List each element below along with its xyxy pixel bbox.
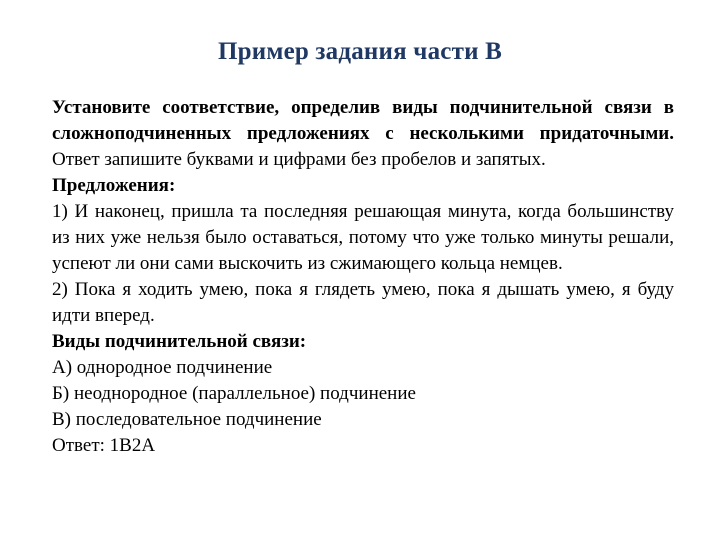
types-heading: Виды подчинительной связи: — [52, 331, 307, 352]
slide-title: Пример задания части В — [217, 38, 502, 65]
task-instruction — [52, 95, 674, 173]
sentences-heading: Предложения: — [52, 175, 176, 196]
instruction-bold: Установите соответствие, определив виды подчинительной связи в сложноподчиненных предложениях с несколькими придаточными. — [52, 97, 674, 144]
type-item: А) однородное подчинение — [52, 357, 273, 378]
sentence-item: 1) И наконец, пришла та последняя решающая минута, когда большинству из них уже нельзя было оставаться, потому что уже только минуты решали, успеют ли они сами выскочить из сжимающего кольца немцев. — [52, 201, 674, 274]
instruction-rest: Ответ запишите буквами и цифрами без пробелов и запятых. — [52, 149, 546, 170]
answer: Ответ: 1В2А — [52, 435, 156, 456]
task-content — [52, 95, 674, 459]
type-item: В) последовательное подчинение — [52, 409, 322, 430]
sentence-item: 2) Пока я ходить умею, пока я глядеть умею, пока я дышать умею, я буду идти вперед. — [52, 279, 674, 326]
type-item: Б) неоднородное (параллельное) подчинение — [52, 383, 416, 404]
